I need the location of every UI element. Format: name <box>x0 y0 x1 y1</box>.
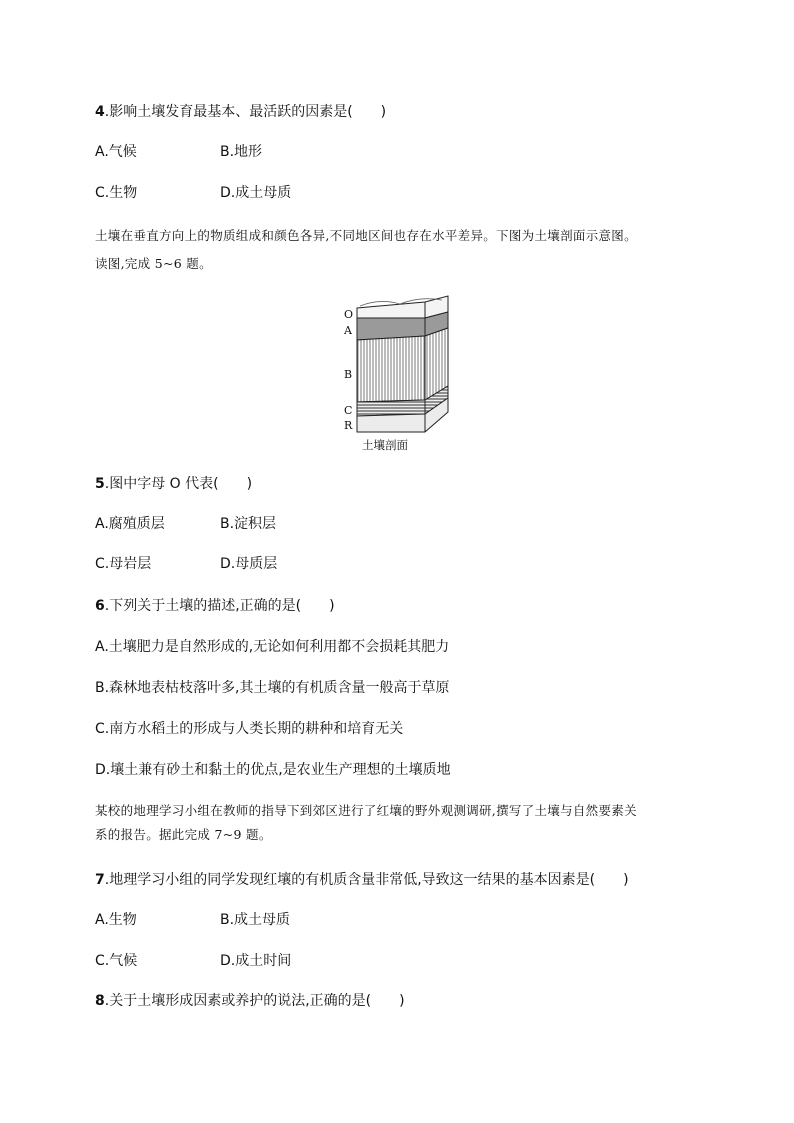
passage-line: 某校的地理学习小组在教师的指导下到郊区进行了红壤的野外观测调研,撰写了土壤与自然要素关 <box>95 803 637 818</box>
label-a: A <box>344 324 352 337</box>
passage-line: 系的报告。据此完成 7~9 题。 <box>95 827 272 842</box>
option-a[interactable]: A.生物 <box>95 912 137 928</box>
figure-caption: 土壤剖面 <box>362 438 408 452</box>
passage-5-6 <box>95 227 705 283</box>
question-4 <box>95 103 386 121</box>
question-stem: .地理学习小组的同学发现红壤的有机质含量非常低,导致这一结果的基本因素是( ) <box>104 872 629 888</box>
option-d[interactable]: D.成土时间 <box>220 953 292 969</box>
horizon-b <box>357 328 448 402</box>
option-a[interactable]: A.土壤肥力是自然形成的,无论如何利用都不会损耗其肥力 <box>95 639 450 655</box>
question-number: 8 <box>95 993 105 1009</box>
option-a[interactable]: A.腐殖质层 <box>95 516 165 532</box>
option-b[interactable]: B.森林地表枯枝落叶多,其土壤的有机质含量一般高于草原 <box>95 680 450 696</box>
option-c[interactable]: C.南方水稻土的形成与人类长期的耕种和培育无关 <box>95 721 404 737</box>
passage-line: 读图,完成 5~6 题。 <box>95 256 212 271</box>
passage-line: 土壤在垂直方向上的物质组成和颜色各异,不同地区间也存在水平差异。下图为土壤剖面示意图。 <box>95 228 637 243</box>
option-b[interactable]: B.淀积层 <box>220 516 277 532</box>
option-a[interactable]: A.气候 <box>95 144 137 160</box>
label-o: O <box>344 308 354 321</box>
option-c[interactable]: C.气候 <box>95 953 138 969</box>
label-b: B <box>344 368 353 381</box>
label-c: C <box>344 404 353 417</box>
question-8 <box>95 992 405 1010</box>
question-6 <box>95 597 335 615</box>
question-stem: .影响土壤发育最基本、最活跃的因素是( ) <box>104 104 387 120</box>
question-number: 4 <box>95 104 105 120</box>
question-number: 5 <box>95 476 105 492</box>
passage-7-9 <box>95 802 705 854</box>
question-7 <box>95 871 629 889</box>
option-d[interactable]: D.壤土兼有砂土和黏土的优点,是农业生产理想的土壤质地 <box>95 762 451 778</box>
question-stem: .下列关于土壤的描述,正确的是( ) <box>104 598 335 614</box>
option-d[interactable]: D.成土母质 <box>220 185 292 201</box>
option-c[interactable]: C.母岩层 <box>95 556 152 572</box>
option-b[interactable]: B.地形 <box>220 144 263 160</box>
option-c[interactable]: C.生物 <box>95 185 138 201</box>
label-r: R <box>344 419 353 432</box>
question-5 <box>95 475 252 493</box>
option-b[interactable]: B.成土母质 <box>220 912 291 928</box>
question-stem: .关于土壤形成因素或养护的说法,正确的是( ) <box>104 993 405 1009</box>
question-stem: .图中字母 O 代表( ) <box>104 476 253 492</box>
option-d[interactable]: D.母质层 <box>220 556 278 572</box>
question-number: 6 <box>95 598 105 614</box>
question-number: 7 <box>95 872 105 888</box>
